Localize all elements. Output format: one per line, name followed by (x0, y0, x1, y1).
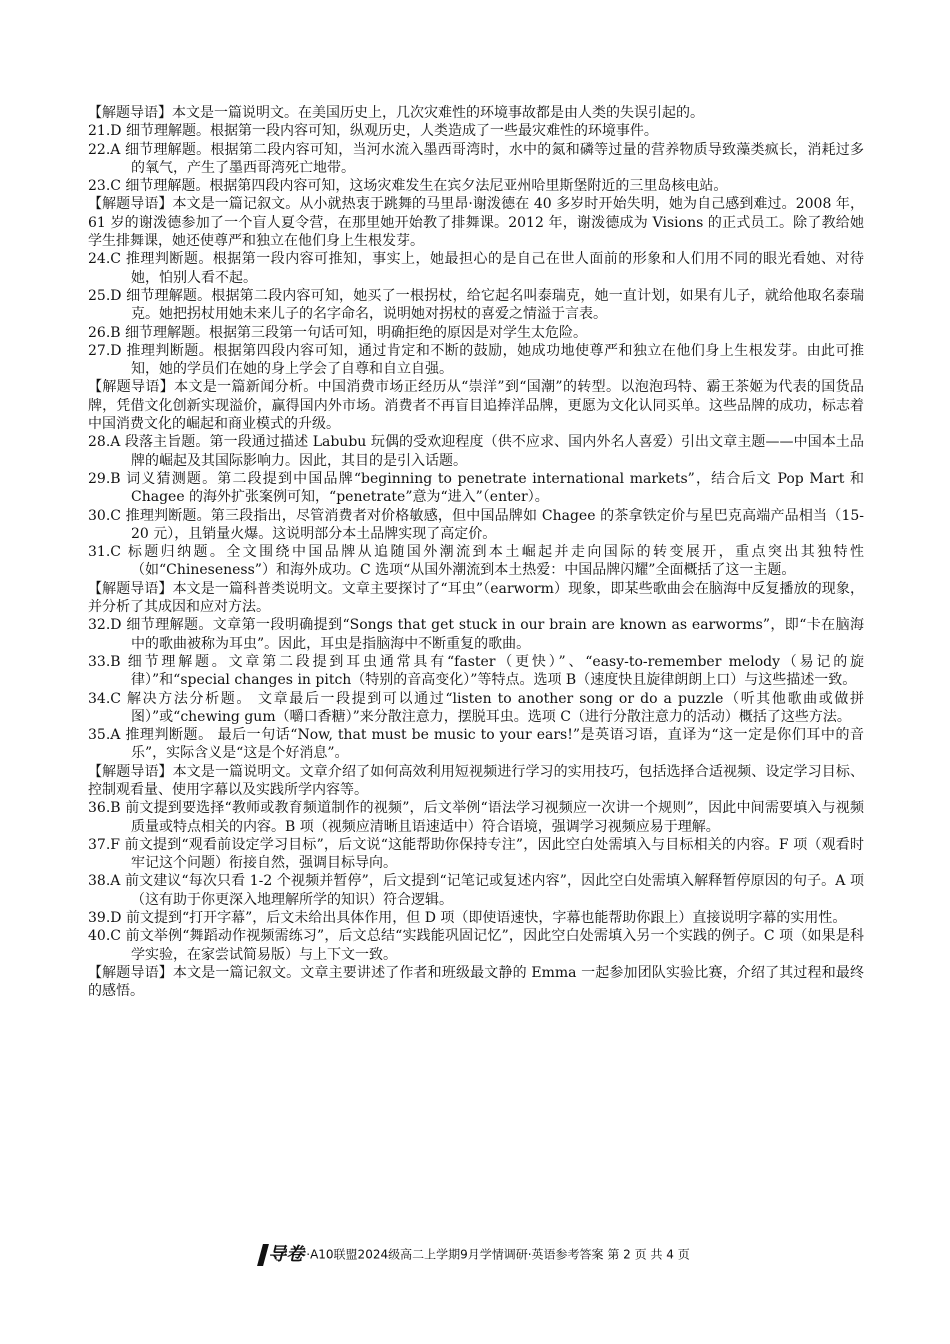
answer-explanation: 21.D 细节理解题。根据第一段内容可知，纵观历史，人类造成了一些最灾难性的环境事件。 (88, 123, 658, 140)
answer-explanation: 40.C 前文举例“舞蹈动作视频需练习”，后文总结“实践能巩固记忆”，因此空白处需填入另一个实践的例子。C 项（如果是科学实验，在家尝试简易版）与上下文一致。 (88, 928, 864, 963)
answer-explanation: 22.A 细节理解题。根据第二段内容可知，当河水流入墨西哥湾时，水中的氮和磷等过量的营养物质导致藻类疯长，消耗过多的氧气，产生了墨西哥湾死亡地带。 (88, 141, 864, 176)
answer-explanation: 31.C 标题归纳题。全文围绕中国品牌从追随国外潮流到本土崛起并走向国际的转变展开，重点突出其独特性（如“Chineseness”）和海外成功。C 选项“从国外潮流到本土热爱：中国品牌闪耀”全面概括了这一主题。 (88, 544, 864, 579)
answer-explanation: 38.A 前文建议“每次只看 1-2 个视频并暂停”，后文提到“记笔记或复述内容”，因此空白处需填入解释暂停原因的句子。A 项（这有助于你更深入地理解所学的知识）符合逻辑。 (88, 873, 864, 908)
solution-guide-paragraph: 【解题导语】本文是一篇记叙文。文章主要讲述了作者和班级最文静的 Emma 一起参加团队实验比赛，介绍了其过程和最终的感悟。 (88, 964, 864, 1000)
answer-document (88, 104, 864, 1001)
answer-explanation: 39.D 前文提到“打开字幕”，后文未给出具体作用，但 D 项（即使语速快，字幕也能帮助你跟上）直接说明字幕的实用性。 (88, 910, 847, 927)
answer-explanation: 23.C 细节理解题。根据第四段内容可知，这场灾难发生在宾夕法尼亚州哈里斯堡附近的三里岛核电站。 (88, 178, 728, 195)
solution-guide-paragraph: 【解题导语】本文是一篇记叙文。从小就热衷于跳舞的马里昂·谢泼德在 40 多岁时开始失明，她为自己感到难过。2008 年，61 岁的谢泼德参加了一个盲人夏令营，在那里她开始教了排舞课。2012 年，谢泼德成为 Visions 的正式员工。除了教给她学生排舞课，她还使尊严和独立在他们身上生根发芽。 (88, 196, 864, 250)
answer-explanation: 26.B 细节理解题。根据第三段第一句话可知，明确拒绝的原因是对学生太危险。 (88, 324, 588, 341)
solution-guide-paragraph: 【解题导语】本文是一篇说明文。文章介绍了如何高效利用短视频进行学习的实用技巧，包括选择合适视频、设定学习目标、控制观看量、使用字幕以及实践所学内容等。 (88, 763, 864, 798)
answer-explanation: 36.B 前文提到要选择“教师或教育频道制作的视频”，后文举例“语法学习视频应一次讲一个规则”，因此中间需要填入与视频质量或特点相关的内容。B 项（视频应清晰且语速适中）符合语境，强调学习视频应易于理解。 (88, 800, 864, 835)
answer-explanation: 30.C 推理判断题。第三段指出，尽管消费者对价格敏感，但中国品牌如 Chagee 的茶拿铁定价与星巴克高端产品相当（15-20 元），且销量火爆。这说明部分本土品牌实现了高定价。 (88, 507, 864, 542)
answer-explanation: 28.A 段落主旨题。第一段通过描述 Labubu 玩偶的受欢迎程度（供不应求、国内外名人喜爱）引出文章主题——中国本土品牌的崛起及其国际影响力。因此，其目的是引入话题。 (88, 434, 864, 469)
answer-explanation: 27.D 推理判断题。根据第四段内容可知，通过肯定和不断的鼓励，她成功地使尊严和独立在他们身上生根发芽。由此可推知，她的学员们在她的身上学会了自尊和自立自强。 (88, 342, 864, 378)
answer-explanation: 32.D 细节理解题。文章第一段明确提到“Songs that get stuck in our brain are known as earworms”，即“卡在脑海中的歌曲被称为耳虫”。因此，耳虫是指脑海中不断重复的歌曲。 (88, 617, 864, 652)
answer-explanation: 37.F 前文提到“观看前设定学习目标”，后文说“这能帮助你保持专注”，因此空白处需填入与目标相关的内容。F 项（观看时牢记这个问题）衔接自然，强调目标导向。 (88, 836, 864, 872)
answer-explanation: 29.B 词义猜测题。第二段提到中国品牌“beginning to penetrate international markets”，结合后文 Pop Mart 和 Chagee 的海外扩张案例可知，“penetrate”意为“进入”（enter）。 (88, 470, 864, 506)
answer-explanation: 33.B 细节理解题。文章第二段提到耳虫通常具有“faster（更快）”、“easy-to-remember melody（易记的旋律）”和“special changes in pitch（特别的音高变化）”等特点。选项 B（速度快且旋律朗朗上口）与这些描述一致。 (88, 653, 864, 689)
footer-text: ·A10联盟2024级高二上学期9月学情调研·英语参考答案 第 2 页 共 4 页 (306, 1247, 690, 1262)
answer-explanation: 35.A 推理判断题。 最后一句话“Now, that must be music to your ears!”是英语习语，直译为“这一定是你们耳中的音乐”，实际含义是“这是个好消息”。 (88, 727, 864, 762)
solution-guide-paragraph: 【解题导语】本文是一篇说明文。在美国历史上，几次灾难性的环境事故都是由人类的失误引起的。 (88, 105, 704, 121)
answer-explanation: 34.C 解决方法分析题。 文章最后一段提到可以通过“listen to another song or do a puzzle（听其他歌曲或做拼图）”或“chewing gum（嚼口香糖）”来分散注意力，摆脱耳虫。选项 C（进行分散注意力的活动）概括了这些方法。 (88, 690, 864, 725)
solution-guide-paragraph: 【解题导语】本文是一篇科普类说明文。文章主要探讨了“耳虫”（earworm）现象，即某些歌曲会在脑海中反复播放的现象，并分析了其成因和应对方法。 (88, 580, 864, 616)
solution-guide-paragraph: 【解题导语】本文是一篇新闻分析。中国消费市场正经历从“崇洋”到“国潮”的转型。以泡泡玛特、霸王茶姬为代表的国货品牌，凭借文化创新实现溢价，赢得国内外市场。消费者不再盲目追捧洋品牌，更愿为文化认同买单。这些品牌的成功，标志着中国消费文化的崛起和商业模式的升级。 (88, 379, 864, 433)
brand-logo: 导卷 (268, 1244, 305, 1265)
answer-explanation: 25.D 细节理解题。根据第二段内容可知，她买了一根拐杖，给它起名叫泰瑞克，她一直计划，如果有儿子，就给他取名泰瑞克。她把拐杖用她未来儿子的名字命名，说明她对拐杖的喜爱之情溢于言表。 (88, 287, 864, 323)
page-footer (0, 1244, 950, 1266)
answer-explanation: 24.C 推理判断题。根据第一段内容可推知，事实上，她最担心的是自己在世人面前的形象和人们用不同的眼光看她、对待她，怕别人看不起。 (88, 251, 864, 286)
